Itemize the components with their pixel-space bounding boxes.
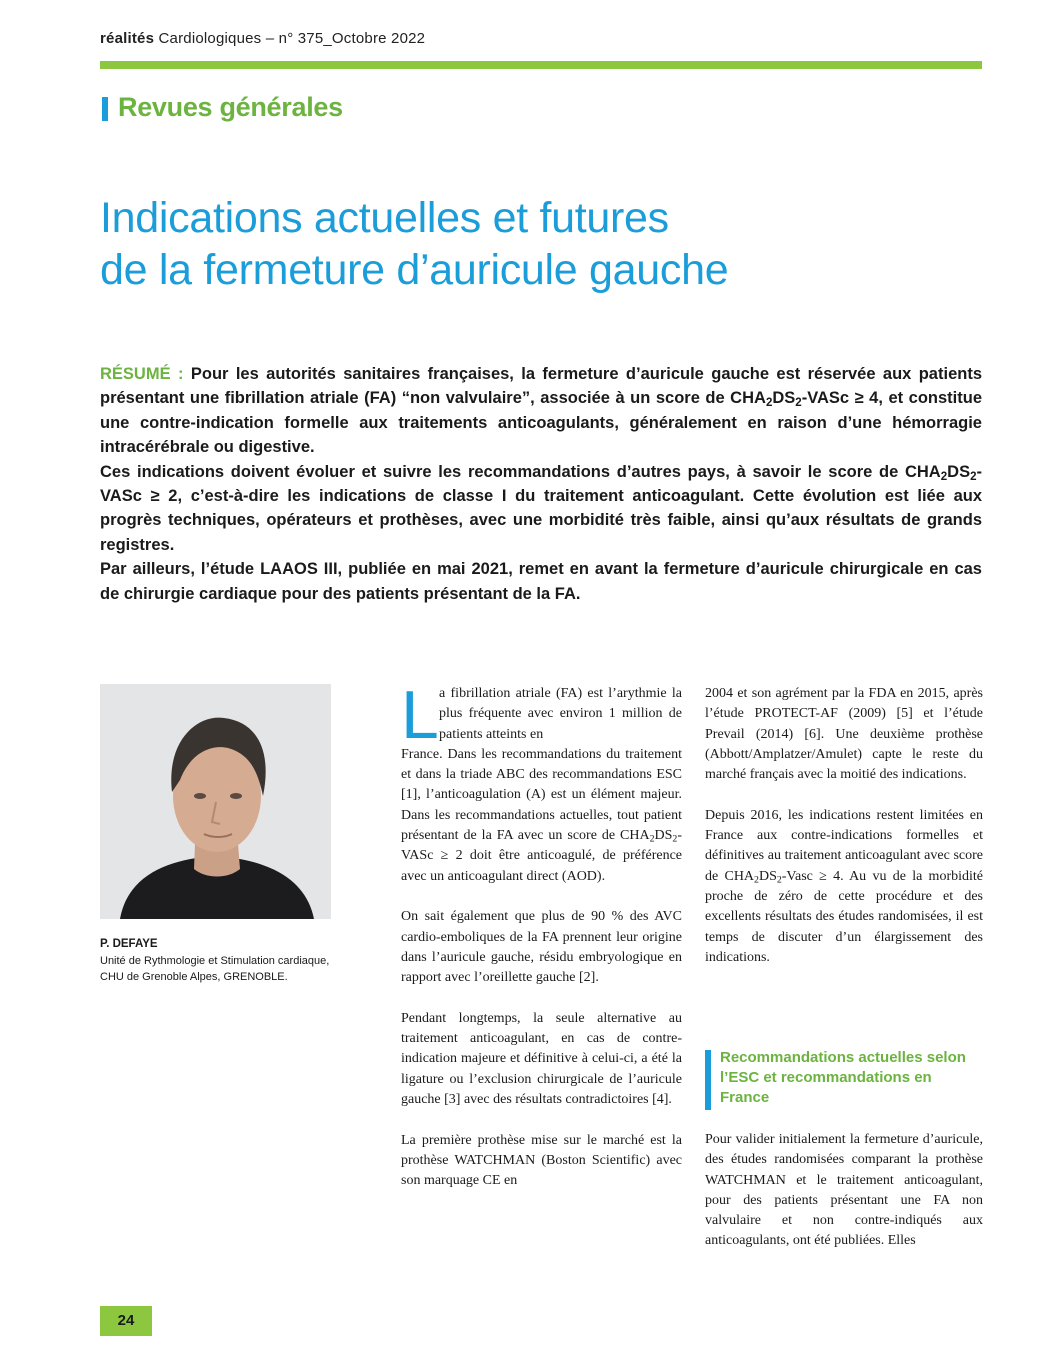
body-text: DS [654, 828, 673, 844]
abstract-p1-text-b: DS [772, 389, 796, 408]
author-portrait-illustration [100, 684, 331, 919]
author-affiliation-line2: CHU de Grenoble Alpes, GRENOBLE. [100, 970, 288, 983]
section-label: Revues générales [118, 92, 343, 122]
author-affiliation [100, 954, 370, 985]
abstract-paragraph-1 [100, 362, 982, 460]
author-photo [100, 684, 331, 919]
body-text: France. Dans les recommandations du traitement et dans la triade ABC des recommandations ESC [1], l’anticoagulation (A) est un élément majeur. Dans les recommandations actuelles, tout patient présentant de la FA avec un score de CHA [401, 746, 682, 844]
abstract-p2-text-b: DS [947, 462, 971, 481]
abstract-p2-text-a: Ces indications doivent évoluer et suivre les recommandations d’autres pays, à savoir le score de CHA [100, 462, 941, 481]
subheading: Recommandations actuelles selon l’ESC et recommandations en France [720, 1049, 966, 1106]
subscript: 2 [754, 874, 759, 886]
subscript: 2 [970, 470, 977, 483]
body-text: -Vasc ≥ 4. Au vu de la morbidité proche de zéro de cette procédure et des excellents résultats des études randomisées, il est temps de discuter d’un élargissement des indications. [705, 868, 983, 965]
journal-issue: Cardiologiques – n° 375_Octobre 2022 [158, 30, 426, 47]
body-column-1 [401, 684, 682, 1212]
article-title-line1: Indications actuelles et futures [100, 194, 669, 242]
article-title-line2: de la fermeture d’auricule gauche [100, 246, 729, 294]
body-paragraph: Pour valider initialement la fermeture d’auricule, des études randomisées comparant la prothèse WATCHMAN et le traitement anticoagulant, pour des patients présentant une FA non valvulaire et non contre-indiqués aux anticoagulants, ont été publiées. Elles [705, 1132, 983, 1249]
body-paragraph: 2004 et son agrément par la FDA en 2015, après l’étude PROTECT-AF (2009) [5] et l’étude Prevail (2014) [6]. Une deuxième prothèse (Abbott/Amplatzer/Amulet) capte le reste du marché français avec la moitié des indications. [705, 686, 983, 783]
body-text: Depuis 2016, les indications restent limitées en France aux contre-indications formelles et définitives au traitement anticoagulant avec score de CHA [705, 807, 983, 884]
abstract-p1-text-a: Pour les autorités sanitaires françaises, la fermeture d’auricule gauche est réservée aux patients présentant une fibrillation atriale (FA) “non valvulaire”, associée à un score de CHA [100, 365, 982, 408]
abstract-paragraph-2 [100, 460, 982, 558]
author-affiliation-line1: Unité de Rythmologie et Stimulation cardiaque, [100, 955, 330, 967]
journal-brand: réalités [100, 30, 155, 47]
body-column-2-continued [705, 1130, 983, 1252]
section-marker [102, 97, 108, 121]
author-name: P. DEFAYE [100, 938, 158, 950]
body-paragraph: Pendant longtemps, la seule alternative au traitement anticoagulant, en cas de contre-indication majeure et définitive à celui-ci, a été la ligature ou l’exclusion chirurgicale de l’auricule gauche [3] avec des résultats contradictoires [4]. [401, 1010, 682, 1107]
abstract-paragraph-3: Par ailleurs, l’étude LAAOS III, publiée en mai 2021, remet en avant la fermeture d’auricule chirurgicale en cas de chirurgie cardiaque pour des patients présentant de la FA. [100, 560, 982, 603]
body-lead-text: a fibrillation atriale (FA) est l’arythmie la plus fréquente avec environ 1 million de patients atteints en [439, 686, 682, 742]
subscript: 2 [765, 397, 773, 410]
journal-header [100, 30, 425, 47]
header-rule [100, 61, 982, 69]
subheading-marker [705, 1050, 711, 1110]
page-number: 24 [117, 1312, 135, 1329]
body-text: DS [758, 868, 777, 884]
subscript: 2 [795, 397, 802, 410]
subscript: 2 [649, 833, 655, 845]
abstract-p2-text-c: -VASc ≥ 2, c’est-à-dire les indications de classe I du traitement anticoagulant. Cette évolution est liée aux progrès techniques, opérateurs et prothèses, avec une morbidité très faible, ainsi qu’aux résultats de grands registres. [100, 462, 982, 554]
body-paragraph [705, 806, 983, 968]
body-paragraph [401, 684, 682, 887]
drop-cap: L [401, 677, 439, 753]
subscript: 2 [776, 874, 782, 886]
abstract [100, 362, 982, 606]
article-title [100, 192, 980, 296]
abstract-label: RÉSUMÉ : [100, 365, 184, 383]
abstract-p1-text-c: -VASc ≥ 4, et constitue une contre-indication formelle aux traitements anticoagulants, généralement en raison d’une hémorragie intracérébrale ou digestive. [100, 389, 982, 457]
body-column-2 [705, 684, 983, 988]
body-paragraph: On sait également que plus de 90 % des AVC cardio-emboliques de la FA prennent leur origine dans l’auricule gauche, résidu embryologique en rapport avec l’oreillette gauche [2]. [401, 909, 682, 986]
subscript: 2 [940, 470, 948, 483]
subscript: 2 [672, 833, 678, 845]
body-text: -VASc ≥ 2 doit être anticoagulé, de préférence avec un anticoagulant direct (AOD). [401, 828, 682, 884]
body-paragraph: La première prothèse mise sur le marché est la prothèse WATCHMAN (Boston Scientific) avec son marquage CE en [401, 1132, 682, 1189]
